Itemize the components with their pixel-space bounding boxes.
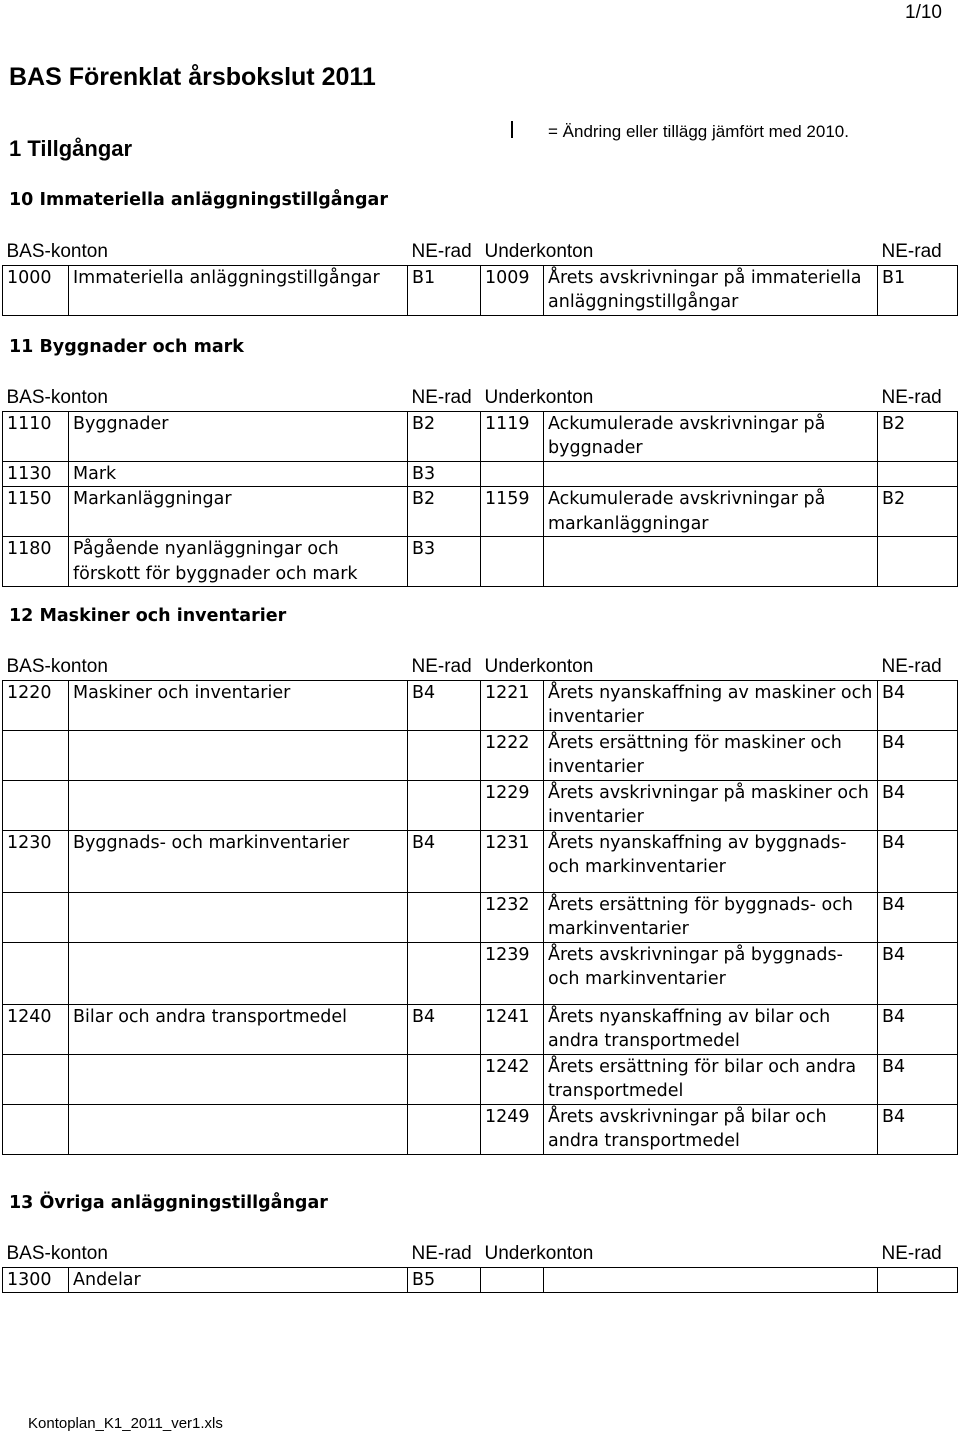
subaccount-name: Ackumulerade avskrivningar på byggnader	[544, 411, 878, 461]
sub-ne-rad-value: B4	[878, 780, 958, 830]
account-code	[3, 1104, 69, 1154]
account-name: Byggnads- och markinventarier	[69, 830, 408, 892]
sub-ne-rad-value: B2	[878, 411, 958, 461]
account-table	[2, 240, 957, 316]
account-code: 1300	[3, 1267, 69, 1293]
account-name	[69, 942, 408, 1004]
ne-rad-value	[408, 1104, 481, 1154]
header-underkonton: Underkonton	[484, 656, 594, 677]
footer-filename: Kontoplan_K1_2011_ver1.xls	[28, 1415, 223, 1432]
account-name: Immateriella anläggningstillgångar	[69, 265, 408, 315]
subaccount-code: 1221	[481, 680, 544, 730]
header-underkonton: Underkonton	[484, 1243, 594, 1264]
header-bas-konton: BAS-konton	[6, 241, 108, 262]
account-code: 1240	[3, 1004, 69, 1054]
table-header	[3, 1242, 958, 1267]
account-name: Mark	[69, 461, 408, 487]
account-table	[2, 1242, 957, 1293]
header-underkonton: Underkonton	[484, 241, 594, 262]
subaccount-code	[481, 1267, 544, 1293]
subaccount-name	[544, 1267, 878, 1293]
table-header	[3, 386, 958, 411]
sub-ne-rad-value: B4	[878, 1054, 958, 1104]
ne-rad-value	[408, 892, 481, 942]
header-ne-rad: NE-rad	[411, 241, 472, 262]
subaccount-name: Årets avskrivningar på maskiner och inventarier	[544, 780, 878, 830]
table-row	[3, 680, 958, 730]
ne-rad-value: B5	[408, 1267, 481, 1293]
sub-ne-rad-value: B4	[878, 1104, 958, 1154]
account-name	[69, 892, 408, 942]
subaccount-name: Årets avskrivningar på immateriella anläggningstillgångar	[544, 265, 878, 315]
section-heading: 1 Tillgångar	[9, 136, 133, 161]
table-row	[3, 730, 958, 780]
account-code	[3, 1054, 69, 1104]
account-name	[69, 1104, 408, 1154]
change-marker	[511, 121, 513, 138]
account-table	[2, 386, 957, 587]
subaccount-code: 1231	[481, 830, 544, 892]
sub-ne-rad-value: B4	[878, 830, 958, 892]
subaccount-name: Ackumulerade avskrivningar på markanläggningar	[544, 487, 878, 537]
ne-rad-value: B4	[408, 830, 481, 892]
header-underkonton: Underkonton	[484, 387, 594, 408]
table-header	[3, 655, 958, 680]
section-title: 10 Immateriella anläggningstillgångar	[9, 190, 388, 210]
subaccount-code: 1232	[481, 892, 544, 942]
account-code: 1230	[3, 830, 69, 892]
ne-rad-value: B4	[408, 680, 481, 730]
ne-rad-value: B4	[408, 1004, 481, 1054]
subaccount-name: Årets avskrivningar på bilar och andra transportmedel	[544, 1104, 878, 1154]
subaccount-code: 1119	[481, 411, 544, 461]
account-code: 1110	[3, 411, 69, 461]
header-ne-rad: NE-rad	[411, 387, 472, 408]
ne-rad-value: B3	[408, 461, 481, 487]
account-code	[3, 942, 69, 1004]
ne-rad-value	[408, 942, 481, 1004]
subaccount-code	[481, 461, 544, 487]
ne-rad-value	[408, 780, 481, 830]
subaccount-code	[481, 537, 544, 587]
table-row	[3, 537, 958, 587]
subaccount-name: Årets nyanskaffning av maskiner och inventarier	[544, 680, 878, 730]
table-row	[3, 1004, 958, 1054]
subaccount-name	[544, 461, 878, 487]
account-code	[3, 892, 69, 942]
account-code: 1220	[3, 680, 69, 730]
sub-ne-rad-value: B4	[878, 892, 958, 942]
ne-rad-value: B1	[408, 265, 481, 315]
account-name	[69, 780, 408, 830]
ne-rad-value	[408, 730, 481, 780]
sub-ne-rad-value	[878, 1267, 958, 1293]
table-row	[3, 487, 958, 537]
ne-rad-value: B3	[408, 537, 481, 587]
account-name	[69, 730, 408, 780]
sub-ne-rad-value: B4	[878, 942, 958, 1004]
account-name: Andelar	[69, 1267, 408, 1293]
account-code: 1180	[3, 537, 69, 587]
table-row	[3, 1104, 958, 1154]
subaccount-code: 1242	[481, 1054, 544, 1104]
account-code: 1130	[3, 461, 69, 487]
sub-ne-rad-value: B4	[878, 730, 958, 780]
sub-ne-rad-value	[878, 461, 958, 487]
subaccount-code: 1249	[481, 1104, 544, 1154]
sub-ne-rad-value: B4	[878, 680, 958, 730]
header-ne-rad-2: NE-rad	[881, 656, 942, 677]
section-title: 11 Byggnader och mark	[9, 337, 244, 357]
account-code	[3, 730, 69, 780]
subaccount-name	[544, 537, 878, 587]
subaccount-name: Årets ersättning för maskiner och inventarier	[544, 730, 878, 780]
account-code	[3, 780, 69, 830]
subaccount-code: 1229	[481, 780, 544, 830]
ne-rad-value: B2	[408, 487, 481, 537]
table-row	[3, 942, 958, 1004]
change-legend: = Ändring eller tillägg jämfört med 2010.	[548, 122, 849, 141]
header-ne-rad: NE-rad	[411, 1243, 472, 1264]
subaccount-name: Årets nyanskaffning av byggnads- och markinventarier	[544, 830, 878, 892]
subaccount-code: 1241	[481, 1004, 544, 1054]
subaccount-name: Årets ersättning för bilar och andra transportmedel	[544, 1054, 878, 1104]
page-number: 1/10	[905, 2, 942, 23]
table-row	[3, 461, 958, 487]
account-name: Markanläggningar	[69, 487, 408, 537]
header-ne-rad-2: NE-rad	[881, 241, 942, 262]
table-row	[3, 265, 958, 315]
section-title: 12 Maskiner och inventarier	[9, 606, 287, 626]
table-row	[3, 780, 958, 830]
section-title: 13 Övriga anläggningstillgångar	[9, 1193, 328, 1213]
account-name: Bilar och andra transportmedel	[69, 1004, 408, 1054]
account-name: Byggnader	[69, 411, 408, 461]
subaccount-name: Årets ersättning för byggnads- och markinventarier	[544, 892, 878, 942]
sub-ne-rad-value	[878, 537, 958, 587]
table-row	[3, 830, 958, 892]
subaccount-name: Årets nyanskaffning av bilar och andra transportmedel	[544, 1004, 878, 1054]
sub-ne-rad-value: B2	[878, 487, 958, 537]
subaccount-code: 1239	[481, 942, 544, 1004]
subaccount-code: 1222	[481, 730, 544, 780]
ne-rad-value	[408, 1054, 481, 1104]
table-row	[3, 1267, 958, 1293]
ne-rad-value: B2	[408, 411, 481, 461]
account-code: 1150	[3, 487, 69, 537]
table-row	[3, 1054, 958, 1104]
document-title: BAS Förenklat årsbokslut 2011	[9, 63, 376, 91]
subaccount-code: 1159	[481, 487, 544, 537]
header-bas-konton: BAS-konton	[6, 387, 108, 408]
header-bas-konton: BAS-konton	[6, 1243, 108, 1264]
sub-ne-rad-value: B4	[878, 1004, 958, 1054]
account-name	[69, 1054, 408, 1104]
table-header	[3, 240, 958, 265]
account-name: Pågående nyanläggningar och förskott för byggnader och mark	[69, 537, 408, 587]
account-table	[2, 655, 957, 1155]
header-ne-rad-2: NE-rad	[881, 1243, 942, 1264]
account-code: 1000	[3, 265, 69, 315]
header-bas-konton: BAS-konton	[6, 656, 108, 677]
subaccount-code: 1009	[481, 265, 544, 315]
table-row	[3, 892, 958, 942]
header-ne-rad-2: NE-rad	[881, 387, 942, 408]
account-name: Maskiner och inventarier	[69, 680, 408, 730]
table-row	[3, 411, 958, 461]
subaccount-name: Årets avskrivningar på byggnads- och markinventarier	[544, 942, 878, 1004]
sub-ne-rad-value: B1	[878, 265, 958, 315]
header-ne-rad: NE-rad	[411, 656, 472, 677]
